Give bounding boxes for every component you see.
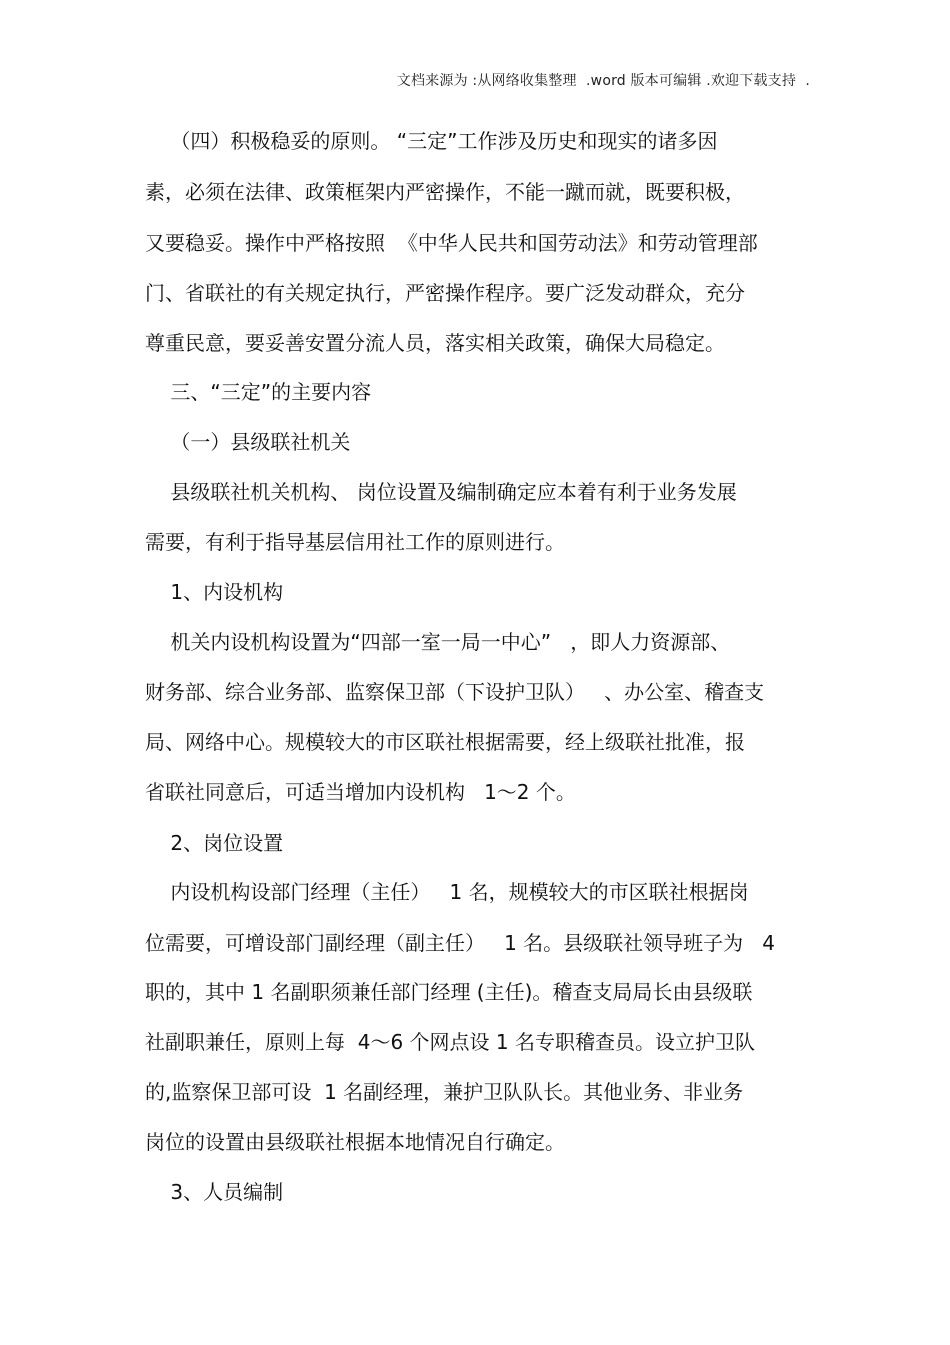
subsection-heading: （一）县级联社机关 xyxy=(145,430,351,454)
paragraph-line: 内设机构设部门经理（主任） 1 名，规模较大的市区联社根据岗 xyxy=(145,880,749,904)
item-heading: 2、岗位设置 xyxy=(145,831,284,855)
paragraph-line: 位需要，可增设部门副经理（副主任） 1 名。县级联社领导班子为 4 xyxy=(145,931,775,955)
item-heading: 1、内设机构 xyxy=(145,580,284,604)
section-heading: 三、“三定”的主要内容 xyxy=(145,380,372,404)
paragraph-line: 门、省联社的有关规定执行，严密操作程序。要广泛发动群众，充分 xyxy=(145,281,745,305)
paragraph-line: 的,监察保卫部可设 1 名副经理，兼护卫队队长。其他业务、非业务 xyxy=(145,1080,744,1104)
paragraph-line: （四）积极稳妥的原则。 “三定”工作涉及历史和现实的诸多因 xyxy=(145,129,718,153)
paragraph-line: 局、网络中心。规模较大的市区联社根据需要，经上级联社批准，报 xyxy=(145,730,745,754)
paragraph-line: 尊重民意，要妥善安置分流人员，落实相关政策，确保大局稳定。 xyxy=(145,331,725,355)
paragraph-line: 县级联社机关机构、 岗位设置及编制确定应本着有利于业务发展 xyxy=(145,480,737,504)
paragraph-line: 需要，有利于指导基层信用社工作的原则进行。 xyxy=(145,530,565,554)
paragraph-line: 财务部、综合业务部、监察保卫部（下设护卫队） 、办公室、稽查支 xyxy=(145,680,765,704)
item-heading: 3、人员编制 xyxy=(145,1180,284,1204)
paragraph-line: 机关内设机构设置为“四部一室一局一中心” ，即人力资源部、 xyxy=(145,630,731,654)
source-header-note: 文档来源为 :从网络收集整理 .word 版本可编辑 .欢迎下载支持 . xyxy=(396,73,810,89)
paragraph-line: 职的，其中 1 名副职须兼任部门经理 (主任)。稽查支局局长由县级联 xyxy=(145,980,753,1004)
paragraph-line: 又要稳妥。操作中严格按照 《中华人民共和国劳动法》和劳动管理部 xyxy=(145,231,758,255)
paragraph-line: 素，必须在法律、政策框架内严密操作，不能一蹴而就，既要积极， xyxy=(145,180,745,204)
paragraph-line: 岗位的设置由县级联社根据本地情况自行确定。 xyxy=(145,1130,565,1154)
paragraph-line: 省联社同意后，可适当增加内设机构 1～2 个。 xyxy=(145,780,576,804)
paragraph-line: 社副职兼任，原则上每 4～6 个网点设 1 名专职稽查员。设立护卫队 xyxy=(145,1030,755,1054)
